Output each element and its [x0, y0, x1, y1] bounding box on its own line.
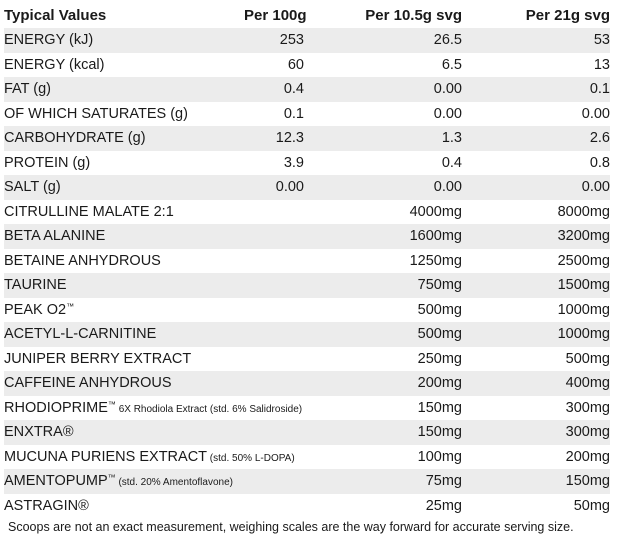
table-row	[4, 396, 610, 421]
value-per-21g: 0.00	[462, 175, 610, 200]
value-per-21g: 500mg	[565, 350, 610, 367]
value-per-21g: 400mg	[462, 371, 610, 396]
value-per-10-5g: 0.00	[433, 105, 462, 122]
nutrient-name-cell	[4, 445, 295, 470]
value-per-21g: 8000mg	[557, 203, 610, 220]
value-per-100g	[244, 347, 304, 372]
value-per-21g: 1000mg	[462, 322, 610, 347]
table-row	[4, 469, 610, 494]
nutrient-note: 6X Rhodiola Extract (std. 6% Salidroside)	[115, 403, 303, 415]
nutrient-note: (std. 50% L-DOPA)	[207, 452, 295, 464]
table-row	[4, 53, 610, 78]
nutrient-name-cell	[4, 347, 244, 372]
table-row	[4, 371, 610, 396]
value-per-100g	[244, 298, 304, 323]
trademark-mark: ™	[107, 399, 116, 409]
nutrient-name: SALT (g)	[4, 179, 61, 196]
value-per-100g: 12.3	[244, 126, 304, 151]
nutrient-name: ENXTRA®	[4, 424, 74, 441]
nutrient-name: PEAK O2	[4, 301, 67, 318]
value-per-21g: 50mg	[573, 497, 610, 514]
nutrient-name-cell	[4, 126, 244, 151]
table-header-row	[4, 2, 610, 28]
nutrient-name: RHODIOPRIME	[4, 399, 108, 416]
nutrient-name-cell	[4, 224, 244, 249]
table-row	[4, 445, 610, 470]
value-per-100g	[244, 469, 304, 494]
value-per-100g: 0.00	[244, 175, 304, 200]
nutrient-name-cell	[4, 371, 244, 396]
value-per-100g	[244, 494, 304, 519]
value-per-10-5g: 500mg	[304, 322, 462, 347]
value-per-10-5g: 100mg	[417, 448, 462, 465]
table-row	[4, 175, 610, 200]
nutrient-name: FAT (g)	[4, 81, 51, 98]
value-per-10-5g: 200mg	[304, 371, 462, 396]
table-row	[4, 77, 610, 102]
nutrient-name-cell	[4, 494, 244, 519]
value-per-10-5g: 6.5	[441, 56, 462, 73]
nutrient-name-cell	[4, 273, 244, 298]
nutrient-name-cell	[4, 53, 244, 78]
nutrient-name: MUCUNA PURIENS EXTRACT	[4, 448, 208, 465]
value-per-100g: 253	[244, 28, 304, 53]
table-row	[4, 224, 610, 249]
nutrient-name: BETA ALANINE	[4, 228, 106, 245]
nutrient-name-cell	[4, 469, 244, 494]
table-row	[4, 28, 610, 53]
nutrient-name: CAFFEINE ANHYDROUS	[4, 375, 172, 392]
value-per-100g: 0.1	[283, 105, 304, 122]
nutrient-name-cell	[4, 249, 244, 274]
nutrient-name: CITRULLINE MALATE 2:1	[4, 203, 174, 220]
nutrient-name: ENERGY (kcal)	[4, 56, 105, 73]
value-per-21g: 0.8	[589, 154, 610, 171]
header-per-10-5g: Per 10.5g svg	[365, 6, 462, 24]
value-per-10-5g: 0.00	[304, 77, 462, 102]
value-per-100g	[244, 371, 304, 396]
value-per-100g	[244, 200, 304, 225]
nutrient-name: OF WHICH SATURATES (g)	[4, 105, 188, 122]
value-per-10-5g: 25mg	[425, 497, 462, 514]
nutrient-name: BETAINE ANHYDROUS	[4, 252, 161, 269]
header-typical-values: Typical Values	[4, 6, 107, 24]
nutrient-note: (std. 20% Amentoflavone)	[115, 477, 233, 489]
value-per-10-5g: 0.4	[441, 154, 462, 171]
value-per-10-5g: 150mg	[304, 420, 462, 445]
nutrition-table	[4, 2, 610, 518]
value-per-21g: 1500mg	[462, 273, 610, 298]
nutrient-name-cell	[4, 396, 303, 421]
nutrient-name: PROTEIN (g)	[4, 154, 91, 171]
serving-note: Scoops are not an exact measurement, weighing scales are the way forward for accurate serving size.	[8, 520, 574, 534]
table-row	[4, 249, 610, 274]
value-per-100g	[244, 420, 304, 445]
nutrient-name-cell	[4, 151, 244, 176]
value-per-10-5g: 1600mg	[304, 224, 462, 249]
value-per-10-5g: 250mg	[417, 350, 462, 367]
nutrient-name-cell	[4, 77, 244, 102]
value-per-21g: 2500mg	[557, 252, 610, 269]
table-row	[4, 200, 610, 225]
nutrient-name-cell	[4, 200, 244, 225]
value-per-100g: 0.4	[244, 77, 304, 102]
value-per-21g: 1000mg	[557, 301, 610, 318]
nutrient-name-cell	[4, 322, 244, 347]
table-row	[4, 298, 610, 323]
header-per-100g: Per 100g	[244, 6, 307, 24]
nutrient-name: JUNIPER BERRY EXTRACT	[4, 350, 192, 367]
value-per-100g	[244, 224, 304, 249]
value-per-10-5g: 1250mg	[409, 252, 462, 269]
trademark-mark: ™	[107, 473, 116, 483]
nutrient-name: ENERGY (kJ)	[4, 32, 94, 49]
table-row	[4, 322, 610, 347]
value-per-100g	[244, 322, 304, 347]
table-row	[4, 494, 610, 519]
value-per-10-5g: 150mg	[417, 399, 462, 416]
value-per-21g: 13	[593, 56, 610, 73]
value-per-10-5g: 0.00	[304, 175, 462, 200]
table-row	[4, 126, 610, 151]
table-row	[4, 151, 610, 176]
value-per-100g	[244, 273, 304, 298]
nutrient-name: ACETYL-L-CARNITINE	[4, 326, 157, 343]
value-per-21g: 2.6	[462, 126, 610, 151]
nutrient-name: ASTRAGIN®	[4, 497, 89, 514]
value-per-21g: 300mg	[462, 420, 610, 445]
value-per-10-5g: 75mg	[304, 469, 462, 494]
nutrient-name: AMENTOPUMP	[4, 473, 108, 490]
value-per-10-5g: 26.5	[304, 28, 462, 53]
value-per-21g: 53	[462, 28, 610, 53]
nutrient-name: CARBOHYDRATE (g)	[4, 130, 146, 147]
value-per-10-5g: 750mg	[304, 273, 462, 298]
value-per-10-5g: 500mg	[417, 301, 462, 318]
value-per-21g: 0.1	[462, 77, 610, 102]
nutrient-name-cell	[4, 102, 244, 127]
value-per-21g: 0.00	[581, 105, 610, 122]
value-per-100g: 3.9	[283, 154, 304, 171]
table-row	[4, 347, 610, 372]
nutrient-name-cell	[4, 28, 244, 53]
value-per-10-5g: 1.3	[304, 126, 462, 151]
nutrient-name-cell	[4, 175, 244, 200]
value-per-21g: 150mg	[462, 469, 610, 494]
header-per-21g: Per 21g svg	[525, 6, 610, 24]
table-row	[4, 273, 610, 298]
value-per-21g: 300mg	[565, 399, 610, 416]
trademark-mark: ™	[66, 301, 75, 311]
value-per-100g: 60	[287, 56, 304, 73]
nutrient-name: TAURINE	[4, 277, 67, 294]
table-row	[4, 102, 610, 127]
value-per-100g	[244, 249, 304, 274]
table-row	[4, 420, 610, 445]
nutrient-name-cell	[4, 420, 244, 445]
nutrient-name-cell	[4, 298, 244, 323]
value-per-10-5g: 4000mg	[409, 203, 462, 220]
value-per-21g: 3200mg	[462, 224, 610, 249]
value-per-21g: 200mg	[565, 448, 610, 465]
